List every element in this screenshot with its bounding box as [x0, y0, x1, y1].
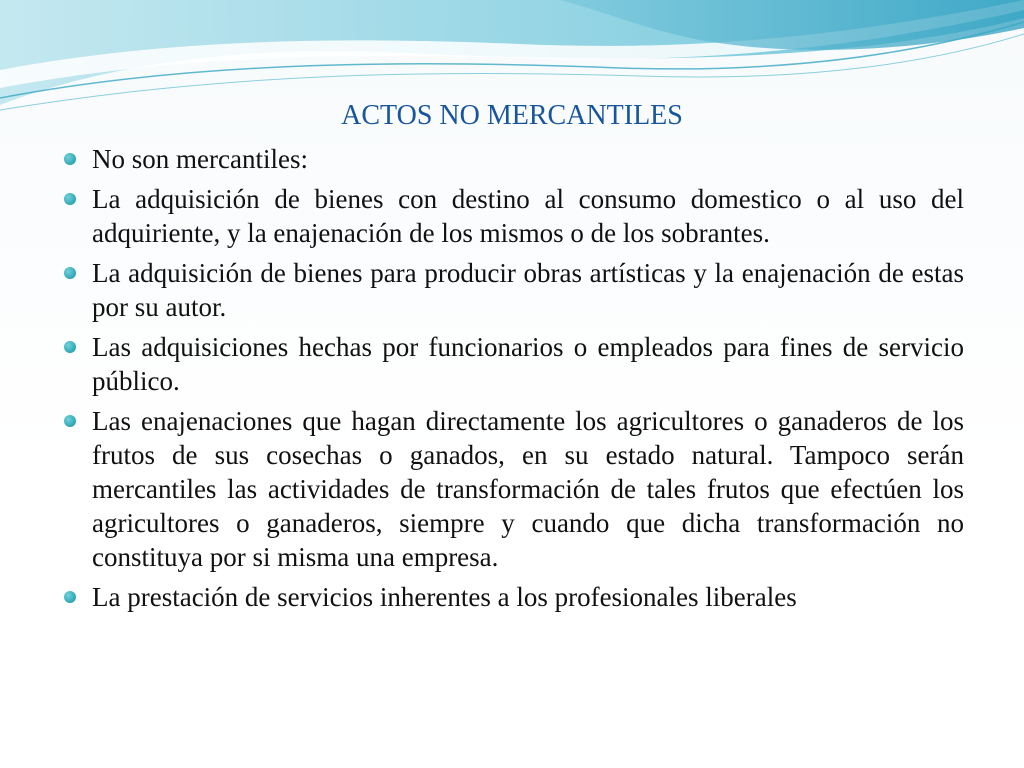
- slide-title: ACTOS NO MERCANTILES: [341, 100, 683, 131]
- bullet-icon: [64, 591, 76, 603]
- bullet-list: [62, 142, 964, 620]
- list-item-text: La prestación de servicios inherentes a los profesionales liberales: [92, 582, 797, 612]
- bullet-icon: [64, 341, 76, 353]
- list-item: [62, 404, 964, 574]
- list-item-text: No son mercantiles:: [92, 144, 308, 174]
- list-item-text: La adquisición de bienes con destino al consumo domestico o al uso del adquiriente, y la enajenación de los mismos o de los sobrantes.: [92, 184, 964, 248]
- list-item: [62, 142, 964, 176]
- list-item: [62, 182, 964, 250]
- list-item-text: Las adquisiciones hechas por funcionarios o empleados para fines de servicio público.: [92, 332, 964, 396]
- bullet-icon: [64, 193, 76, 205]
- list-item: [62, 580, 964, 614]
- list-item: [62, 256, 964, 324]
- bullet-icon: [64, 415, 76, 427]
- list-item-text: La adquisición de bienes para producir obras artísticas y la enajenación de estas por su autor.: [92, 258, 964, 322]
- list-item: [62, 330, 964, 398]
- bullet-icon: [64, 153, 76, 165]
- list-item-text: Las enajenaciones que hagan directamente los agricultores o ganaderos de los frutos de sus cosechas o ganados, en su estado natural. Tampoco serán mercantiles las actividades de transformación de tales frutos que efectúen los agricultores o ganaderos, siempre y cuando que dicha transformación no constituya por si misma una empresa.: [92, 406, 964, 572]
- bullet-icon: [64, 267, 76, 279]
